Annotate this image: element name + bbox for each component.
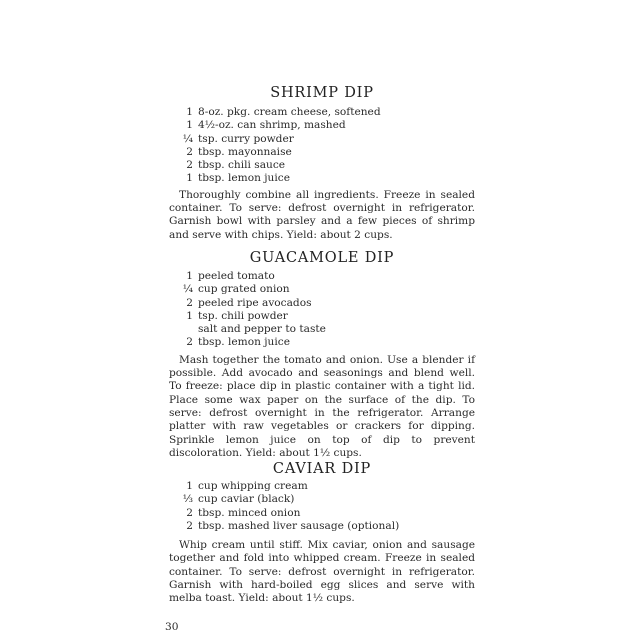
ingredient-item: 8-oz. pkg. cream cheese, softened (198, 106, 381, 118)
ingredient-qty: 2 (186, 296, 193, 309)
recipe-directions: Thoroughly combine all ingredients. Freeze in sealed container. To serve: defrost overnight in refrigerator. Garnish bowl with parsley and a few pieces of shrimp and serve with chips. Yield: about 2 cups. (169, 188, 475, 241)
ingredient (169, 323, 475, 336)
ingredient (169, 507, 475, 520)
ingredient-item: peeled ripe avocados (198, 296, 312, 309)
ingredient (169, 172, 475, 185)
ingredient-item: 4½-oz. can shrimp, mashed (198, 119, 346, 132)
ingredient-qty: 1 (186, 480, 193, 492)
ingredient-item: cup grated onion (198, 283, 290, 296)
ingredient-item: cup whipping cream (198, 480, 308, 492)
ingredient-qty: 2 (186, 159, 193, 172)
page-number: 30 (165, 621, 179, 633)
recipe-directions: Mash together the tomato and onion. Use a blender if possible. Add avocado and seasonings and blend well. To freeze: place dip in plastic container with a tight lid. Place some wax paper on the surface of the dip. To serve: defrost overnight in the refrigerator. Arrange platter with raw vegetables or crackers for dipping. Sprinkle lemon juice on top of dip to prevent discoloration. Yield: about 1½ cups. (169, 353, 475, 459)
recipe-title: CAVIAR DIP (272, 461, 372, 477)
ingredient-qty: 1 (186, 119, 193, 132)
ingredient-qty: ¼ (182, 283, 193, 296)
ingredient-list (169, 270, 475, 350)
ingredient (169, 119, 475, 132)
ingredient (169, 493, 475, 506)
recipe-shrimp-dip (169, 84, 475, 242)
ingredient-list (169, 480, 475, 533)
ingredient (169, 336, 475, 349)
recipe-title: SHRIMP DIP (270, 85, 374, 101)
ingredient-list (169, 106, 475, 186)
ingredient-item: tsp. chili powder (198, 309, 288, 322)
ingredient (169, 133, 475, 146)
ingredient-item: tbsp. mashed liver sausage (optional) (198, 519, 400, 532)
ingredient-item: tsp. curry powder (198, 132, 294, 145)
recipe-directions: Whip cream until stiff. Mix caviar, onion and sausage together and fold into whipped cream. Freeze in sealed container. To serve: defrost overnight in refrigerator. Garnish with hard-boiled egg slices and serve with melba toast. Yield: about 1½ cups. (169, 539, 475, 605)
recipe-guacamole-dip (169, 249, 475, 460)
ingredient (169, 310, 475, 323)
ingredient (169, 146, 475, 159)
ingredient-item: peeled tomato (198, 270, 275, 282)
ingredient (169, 106, 475, 119)
ingredient-qty: ¼ (182, 132, 193, 145)
ingredient-item: cup caviar (black) (198, 493, 295, 506)
recipe-title: GUACAMOLE DIP (249, 250, 395, 266)
ingredient-item: salt and pepper to taste (198, 323, 326, 336)
ingredient-item: tbsp. mayonnaise (198, 145, 292, 158)
ingredient (169, 159, 475, 172)
ingredient-item: tbsp. chili sauce (198, 159, 286, 172)
ingredient-qty: 2 (186, 506, 193, 519)
ingredient-item: tbsp. lemon juice (198, 336, 290, 349)
ingredient-qty: 2 (186, 145, 193, 158)
ingredient-qty: ⅓ (182, 493, 193, 506)
ingredient-qty: 2 (186, 336, 193, 349)
ingredient (169, 480, 475, 493)
ingredient (169, 270, 475, 283)
ingredient-item: tbsp. minced onion (198, 506, 301, 519)
ingredient-qty: 1 (186, 172, 193, 185)
ingredient (169, 283, 475, 296)
ingredient-qty: 1 (186, 106, 193, 118)
ingredient (169, 297, 475, 310)
ingredient-qty: 1 (186, 309, 193, 322)
ingredient (169, 520, 475, 533)
ingredient-qty: 1 (186, 270, 193, 282)
ingredient-qty: 2 (186, 519, 193, 532)
ingredient-item: tbsp. lemon juice (198, 172, 290, 185)
recipe-caviar-dip (169, 460, 475, 606)
